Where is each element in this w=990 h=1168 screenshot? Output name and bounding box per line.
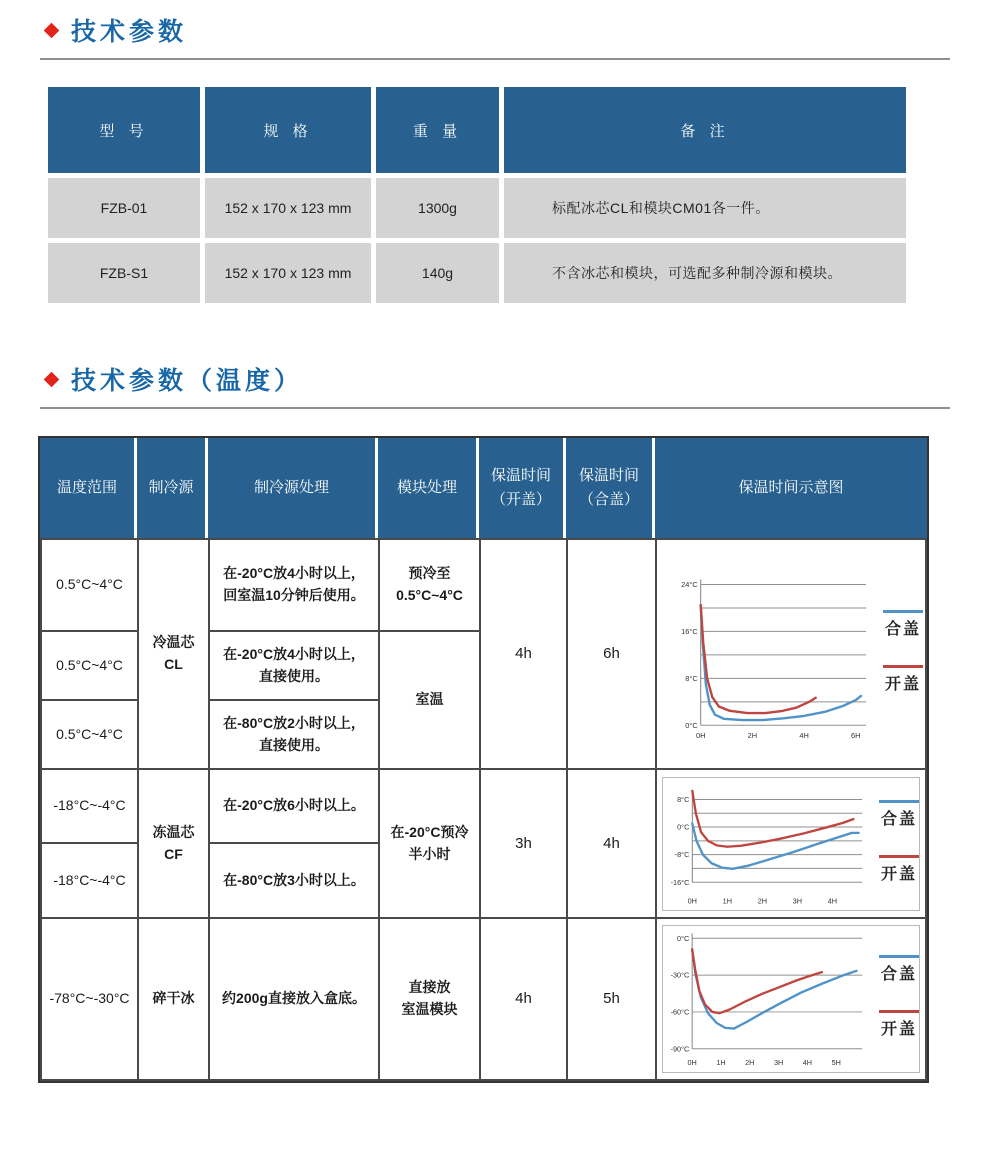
svg-text:16°C: 16°C — [681, 626, 698, 636]
svg-text:3H: 3H — [792, 896, 803, 906]
insulation-chart-plot — [671, 566, 874, 742]
legend-label: 合盖 — [880, 810, 917, 828]
module-treatment-cell: 在-20°C预冷 半小时 — [379, 769, 480, 918]
module-treatment-cell: 室温 — [379, 631, 480, 769]
legend-label: 合盖 — [880, 966, 917, 984]
time-closed-cell: 4h — [567, 769, 656, 918]
svg-text:2H: 2H — [747, 731, 758, 741]
header-cold-source: 制冷源 — [137, 438, 208, 538]
cold-source-cell: 冷温芯 CL — [138, 539, 209, 769]
insulation-chart-plot — [663, 928, 870, 1070]
temp-range-cell: 0.5°C~4°C — [41, 539, 138, 631]
svg-text:-30°C: -30°C — [670, 970, 690, 980]
header-temp-range: 温度范围 — [40, 438, 137, 538]
time-open-cell: 4h — [480, 918, 567, 1080]
section2 — [40, 361, 950, 1083]
insulation-chart-1 — [659, 566, 923, 742]
svg-text:8°C: 8°C — [685, 673, 698, 683]
chart-legend — [879, 955, 919, 1043]
time-closed-cell: 6h — [567, 539, 656, 769]
section2-divider — [40, 407, 950, 409]
legend-item — [883, 610, 923, 643]
section1-divider — [40, 58, 950, 60]
cold-source-cell: 冻温芯 CF — [138, 769, 209, 918]
temperature-table-wrapper — [38, 436, 929, 1083]
insulation-chart-plot — [663, 780, 870, 908]
legend-line-swatch — [879, 1010, 919, 1013]
svg-text:6H: 6H — [851, 731, 861, 741]
spec-table-header-size: 规 格 — [205, 87, 371, 173]
svg-text:4H: 4H — [802, 1058, 813, 1068]
svg-text:5H: 5H — [831, 1058, 841, 1068]
spec-cell-weight: 140g — [376, 243, 499, 303]
spec-cell-size: 152 x 170 x 123 mm — [205, 178, 371, 238]
svg-text:-8°C: -8°C — [674, 849, 690, 859]
svg-text:0H: 0H — [687, 896, 697, 906]
svg-text:8°C: 8°C — [677, 794, 690, 804]
diamond-bullet-icon — [44, 22, 60, 38]
legend-item — [879, 800, 919, 833]
svg-text:-60°C: -60°C — [670, 1007, 690, 1017]
header-source-treatment: 制冷源处理 — [208, 438, 378, 538]
header-module-treatment: 模块处理 — [378, 438, 479, 538]
svg-text:4H: 4H — [827, 896, 838, 906]
svg-text:0°C: 0°C — [677, 822, 690, 832]
diamond-bullet-icon — [44, 371, 60, 387]
spec-table — [48, 87, 909, 303]
chart-legend — [879, 800, 919, 888]
legend-label: 开盖 — [880, 1021, 917, 1038]
chart-legend — [883, 610, 923, 698]
header-time-open: 保温时间 （开盖） — [479, 438, 566, 538]
time-closed-cell: 5h — [567, 918, 656, 1080]
spec-cell-model: FZB-S1 — [48, 243, 200, 303]
spec-cell-weight: 1300g — [376, 178, 499, 238]
chart-cell — [656, 539, 926, 769]
svg-text:2H: 2H — [757, 896, 768, 906]
spec-table-header-model: 型 号 — [48, 87, 200, 173]
insulation-chart-2 — [662, 777, 920, 911]
spec-cell-note: 标配冰芯CL和模块CM01各一件。 — [504, 178, 906, 238]
legend-label: 开盖 — [884, 676, 921, 693]
cold-source-cell: 碎干冰 — [138, 918, 209, 1080]
temperature-table-header — [40, 438, 927, 538]
spec-table-header-note: 备 注 — [504, 87, 906, 173]
svg-text:1H: 1H — [722, 896, 733, 906]
temp-range-cell: 0.5°C~4°C — [41, 700, 138, 769]
module-treatment-cell: 预冷至 0.5°C~4°C — [379, 539, 480, 631]
temp-range-cell: -78°C~-30°C — [41, 918, 138, 1080]
source-treatment-cell: 在-20°C放6小时以上。 — [209, 769, 379, 843]
legend-label: 开盖 — [880, 865, 917, 883]
svg-text:1H: 1H — [716, 1058, 726, 1068]
svg-text:0H: 0H — [687, 1058, 697, 1068]
section2-title: 技术参数（温度） — [71, 367, 304, 395]
legend-item — [879, 855, 919, 888]
svg-text:-90°C: -90°C — [670, 1044, 690, 1054]
chart-cell — [656, 918, 926, 1080]
source-treatment-cell: 在-20°C放4小时以上， 直接使用。 — [209, 631, 379, 700]
legend-item — [879, 955, 919, 988]
header-time-diagram: 保温时间示意图 — [738, 479, 844, 496]
legend-line-swatch — [883, 665, 923, 668]
svg-text:24°C: 24°C — [681, 580, 698, 590]
spec-cell-model: FZB-01 — [48, 178, 200, 238]
temp-range-cell: 0.5°C~4°C — [41, 631, 138, 700]
svg-text:4H: 4H — [799, 731, 809, 741]
svg-text:0H: 0H — [695, 731, 706, 741]
temp-range-cell: -18°C~-4°C — [41, 843, 138, 918]
header-time-closed: 保温时间 （合盖） — [566, 438, 655, 538]
time-open-cell: 4h — [480, 539, 567, 769]
spec-cell-size: 152 x 170 x 123 mm — [205, 243, 371, 303]
section2-header — [46, 361, 950, 397]
svg-text:0°C: 0°C — [685, 720, 698, 730]
module-treatment-cell: 直接放 室温模块 — [379, 918, 480, 1080]
svg-text:3H: 3H — [773, 1058, 784, 1068]
svg-text:0°C: 0°C — [677, 933, 690, 943]
spec-cell-note: 不含冰芯和模块，可选配多种制冷源和模块。 — [504, 243, 906, 303]
section1-header — [46, 12, 950, 48]
legend-item — [879, 1010, 919, 1043]
source-treatment-cell: 在-80°C放2小时以上， 直接使用。 — [209, 700, 379, 769]
legend-line-swatch — [879, 800, 919, 803]
chart-cell — [656, 769, 926, 918]
spec-table-header-weight: 重 量 — [376, 87, 499, 173]
section1-title: 技术参数 — [71, 18, 188, 46]
time-open-cell: 3h — [480, 769, 567, 918]
source-treatment-cell: 约200g直接放入盒底。 — [209, 918, 379, 1080]
source-treatment-cell: 在-80°C放3小时以上。 — [209, 843, 379, 918]
insulation-chart-3 — [662, 925, 920, 1073]
temp-range-cell: -18°C~-4°C — [41, 769, 138, 843]
legend-label: 合盖 — [884, 621, 921, 639]
svg-text:2H: 2H — [745, 1058, 755, 1068]
svg-text:-16°C: -16°C — [670, 877, 690, 887]
legend-line-swatch — [879, 855, 919, 858]
legend-item — [883, 665, 923, 698]
legend-line-swatch — [883, 610, 923, 613]
temperature-table — [40, 538, 927, 1081]
source-treatment-cell: 在-20°C放4小时以上， 回室温10分钟后使用。 — [209, 539, 379, 631]
legend-line-swatch — [879, 955, 919, 958]
